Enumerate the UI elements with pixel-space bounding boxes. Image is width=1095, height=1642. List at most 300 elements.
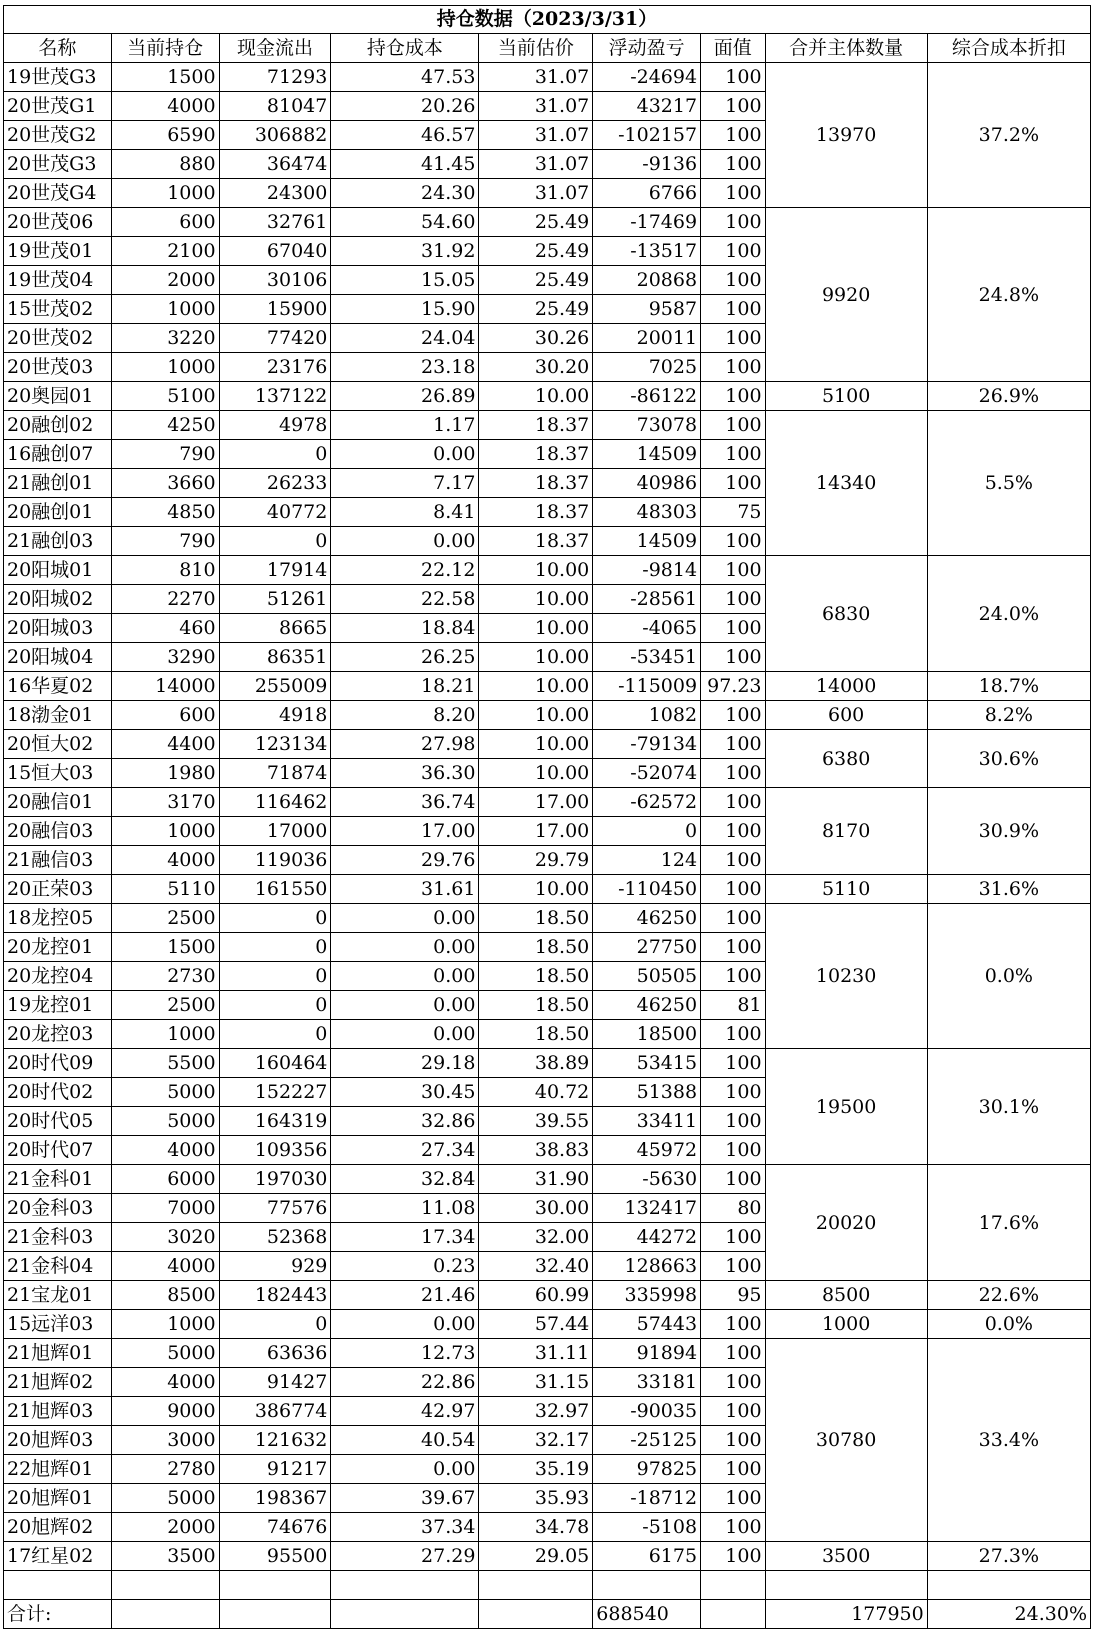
cell-cash-outflow[interactable]: 71293: [219, 63, 331, 92]
cell-face-value[interactable]: 100: [701, 817, 765, 846]
cell-name[interactable]: 20世茂G1: [4, 92, 112, 121]
cell-position-cost[interactable]: 21.46: [331, 1281, 479, 1310]
cell-position-cost[interactable]: 31.61: [331, 875, 479, 904]
cell-name[interactable]: 19世茂01: [4, 237, 112, 266]
cell-face-value[interactable]: 75: [701, 498, 765, 527]
cell-current-valuation[interactable]: 60.99: [479, 1281, 593, 1310]
cell-position-cost[interactable]: 39.67: [331, 1484, 479, 1513]
cell-current-valuation[interactable]: 10.00: [479, 730, 593, 759]
cell-floating-pnl[interactable]: 27750: [593, 933, 701, 962]
cell-name[interactable]: 21金科04: [4, 1252, 112, 1281]
cell-name[interactable]: 20恒大02: [4, 730, 112, 759]
cell-floating-pnl[interactable]: 43217: [593, 92, 701, 121]
cell-current-valuation[interactable]: 29.79: [479, 846, 593, 875]
cell-name[interactable]: 22旭辉01: [4, 1455, 112, 1484]
cell-name[interactable]: 15恒大03: [4, 759, 112, 788]
cell-cash-outflow[interactable]: 77420: [219, 324, 331, 353]
header-name[interactable]: 名称: [4, 34, 112, 63]
cell-name[interactable]: 20阳城04: [4, 643, 112, 672]
cell-floating-pnl[interactable]: 33411: [593, 1107, 701, 1136]
cell-name[interactable]: 20旭辉02: [4, 1513, 112, 1542]
cell-position-cost[interactable]: 30.45: [331, 1078, 479, 1107]
cell-name[interactable]: 20世茂03: [4, 353, 112, 382]
cell-face-value[interactable]: 100: [701, 1049, 765, 1078]
cell-position[interactable]: 3220: [111, 324, 219, 353]
table-cell[interactable]: [331, 1600, 479, 1629]
cell-position-cost[interactable]: 24.04: [331, 324, 479, 353]
cell-floating-pnl[interactable]: -110450: [593, 875, 701, 904]
cell-current-valuation[interactable]: 38.89: [479, 1049, 593, 1078]
cell-cash-outflow[interactable]: 30106: [219, 266, 331, 295]
cell-floating-pnl[interactable]: 46250: [593, 904, 701, 933]
cell-floating-pnl[interactable]: -28561: [593, 585, 701, 614]
cell-cost-discount[interactable]: 22.6%: [927, 1281, 1090, 1310]
cell-current-valuation[interactable]: 57.44: [479, 1310, 593, 1339]
cell-cash-outflow[interactable]: 74676: [219, 1513, 331, 1542]
cell-position-cost[interactable]: 26.25: [331, 643, 479, 672]
cell-cash-outflow[interactable]: 91217: [219, 1455, 331, 1484]
cell-position[interactable]: 8500: [111, 1281, 219, 1310]
cell-floating-pnl[interactable]: -17469: [593, 208, 701, 237]
cell-name[interactable]: 18龙控05: [4, 904, 112, 933]
cell-position-cost[interactable]: 24.30: [331, 179, 479, 208]
cell-name[interactable]: 20龙控04: [4, 962, 112, 991]
cell-face-value[interactable]: 100: [701, 1020, 765, 1049]
cell-cash-outflow[interactable]: 77576: [219, 1194, 331, 1223]
cell-merged-entity-qty[interactable]: 3500: [765, 1542, 927, 1571]
cell-cash-outflow[interactable]: 161550: [219, 875, 331, 904]
cell-current-valuation[interactable]: 10.00: [479, 701, 593, 730]
cell-name[interactable]: 18渤金01: [4, 701, 112, 730]
cell-floating-pnl[interactable]: 9587: [593, 295, 701, 324]
cell-position[interactable]: 7000: [111, 1194, 219, 1223]
cell-position-cost[interactable]: 8.20: [331, 701, 479, 730]
cell-face-value[interactable]: 100: [701, 121, 765, 150]
cell-position-cost[interactable]: 15.90: [331, 295, 479, 324]
cell-position[interactable]: 1000: [111, 817, 219, 846]
cell-cash-outflow[interactable]: 63636: [219, 1339, 331, 1368]
cell-name[interactable]: 21旭辉02: [4, 1368, 112, 1397]
cell-current-valuation[interactable]: 18.50: [479, 991, 593, 1020]
cell-position[interactable]: 2000: [111, 1513, 219, 1542]
cell-cash-outflow[interactable]: 4918: [219, 701, 331, 730]
cell-face-value[interactable]: 100: [701, 1368, 765, 1397]
cell-cash-outflow[interactable]: 152227: [219, 1078, 331, 1107]
cell-floating-pnl[interactable]: -18712: [593, 1484, 701, 1513]
cell-cash-outflow[interactable]: 67040: [219, 237, 331, 266]
cell-position-cost[interactable]: 36.30: [331, 759, 479, 788]
cell-position[interactable]: 1000: [111, 179, 219, 208]
cell-floating-pnl[interactable]: 124: [593, 846, 701, 875]
cell-face-value[interactable]: 100: [701, 875, 765, 904]
cell-cash-outflow[interactable]: 198367: [219, 1484, 331, 1513]
cell-cash-outflow[interactable]: 306882: [219, 121, 331, 150]
cell-current-valuation[interactable]: 10.00: [479, 643, 593, 672]
cell-position[interactable]: 3290: [111, 643, 219, 672]
cell-position[interactable]: 2270: [111, 585, 219, 614]
cell-current-valuation[interactable]: 30.20: [479, 353, 593, 382]
cell-cash-outflow[interactable]: 32761: [219, 208, 331, 237]
cell-current-valuation[interactable]: 17.00: [479, 788, 593, 817]
header-floating-pnl[interactable]: 浮动盈亏: [593, 34, 701, 63]
cell-floating-pnl[interactable]: 40986: [593, 469, 701, 498]
cell-cash-outflow[interactable]: 51261: [219, 585, 331, 614]
cell-floating-pnl[interactable]: 20011: [593, 324, 701, 353]
cell-current-valuation[interactable]: 31.90: [479, 1165, 593, 1194]
cell-current-valuation[interactable]: 32.97: [479, 1397, 593, 1426]
cell-position-cost[interactable]: 12.73: [331, 1339, 479, 1368]
cell-position[interactable]: 880: [111, 150, 219, 179]
cell-current-valuation[interactable]: 31.11: [479, 1339, 593, 1368]
cell-name[interactable]: 20时代05: [4, 1107, 112, 1136]
cell-position-cost[interactable]: 18.84: [331, 614, 479, 643]
cell-face-value[interactable]: 100: [701, 643, 765, 672]
cell-current-valuation[interactable]: 18.37: [479, 440, 593, 469]
cell-cash-outflow[interactable]: 26233: [219, 469, 331, 498]
cell-cost-discount[interactable]: 30.6%: [927, 730, 1090, 788]
cell-current-valuation[interactable]: 31.07: [479, 92, 593, 121]
total-discount[interactable]: 24.30%: [927, 1600, 1090, 1629]
table-cell[interactable]: [219, 1600, 331, 1629]
cell-current-valuation[interactable]: 31.07: [479, 150, 593, 179]
cell-position-cost[interactable]: 27.98: [331, 730, 479, 759]
cell-merged-entity-qty[interactable]: 30780: [765, 1339, 927, 1542]
cell-cash-outflow[interactable]: 121632: [219, 1426, 331, 1455]
cell-face-value[interactable]: 100: [701, 1426, 765, 1455]
cell-face-value[interactable]: 100: [701, 382, 765, 411]
cell-current-valuation[interactable]: 35.19: [479, 1455, 593, 1484]
cell-cash-outflow[interactable]: 81047: [219, 92, 331, 121]
cell-face-value[interactable]: 100: [701, 527, 765, 556]
cell-current-valuation[interactable]: 10.00: [479, 585, 593, 614]
cell-position-cost[interactable]: 0.00: [331, 527, 479, 556]
cell-cash-outflow[interactable]: 71874: [219, 759, 331, 788]
cell-face-value[interactable]: 81: [701, 991, 765, 1020]
cell-merged-entity-qty[interactable]: 14340: [765, 411, 927, 556]
cell-face-value[interactable]: 100: [701, 324, 765, 353]
cell-cash-outflow[interactable]: 91427: [219, 1368, 331, 1397]
cell-floating-pnl[interactable]: 20868: [593, 266, 701, 295]
cell-name[interactable]: 21金科03: [4, 1223, 112, 1252]
cell-floating-pnl[interactable]: 53415: [593, 1049, 701, 1078]
cell-face-value[interactable]: 100: [701, 266, 765, 295]
cell-current-valuation[interactable]: 18.50: [479, 933, 593, 962]
cell-current-valuation[interactable]: 31.07: [479, 179, 593, 208]
table-cell[interactable]: [701, 1571, 765, 1600]
cell-cost-discount[interactable]: 5.5%: [927, 411, 1090, 556]
table-cell[interactable]: [765, 1571, 927, 1600]
cell-position-cost[interactable]: 37.34: [331, 1513, 479, 1542]
cell-position[interactable]: 1000: [111, 1310, 219, 1339]
cell-cash-outflow[interactable]: 17914: [219, 556, 331, 585]
cell-position-cost[interactable]: 8.41: [331, 498, 479, 527]
cell-current-valuation[interactable]: 38.83: [479, 1136, 593, 1165]
cell-cost-discount[interactable]: 8.2%: [927, 701, 1090, 730]
cell-cash-outflow[interactable]: 24300: [219, 179, 331, 208]
cell-position-cost[interactable]: 23.18: [331, 353, 479, 382]
cell-position-cost[interactable]: 40.54: [331, 1426, 479, 1455]
cell-position-cost[interactable]: 17.00: [331, 817, 479, 846]
cell-face-value[interactable]: 100: [701, 846, 765, 875]
cell-position[interactable]: 2100: [111, 237, 219, 266]
cell-floating-pnl[interactable]: -24694: [593, 63, 701, 92]
cell-position[interactable]: 14000: [111, 672, 219, 701]
cell-current-valuation[interactable]: 18.50: [479, 904, 593, 933]
cell-merged-entity-qty[interactable]: 1000: [765, 1310, 927, 1339]
header-face-value[interactable]: 面值: [701, 34, 765, 63]
table-cell[interactable]: [479, 1600, 593, 1629]
cell-floating-pnl[interactable]: -9814: [593, 556, 701, 585]
cell-current-valuation[interactable]: 17.00: [479, 817, 593, 846]
header-current-valuation[interactable]: 当前估价: [479, 34, 593, 63]
cell-position[interactable]: 5100: [111, 382, 219, 411]
cell-name[interactable]: 20融信03: [4, 817, 112, 846]
cell-current-valuation[interactable]: 10.00: [479, 875, 593, 904]
cell-current-valuation[interactable]: 39.55: [479, 1107, 593, 1136]
cell-current-valuation[interactable]: 10.00: [479, 382, 593, 411]
cell-position[interactable]: 1500: [111, 63, 219, 92]
cell-cash-outflow[interactable]: 15900: [219, 295, 331, 324]
cell-position[interactable]: 3500: [111, 1542, 219, 1571]
cell-position-cost[interactable]: 42.97: [331, 1397, 479, 1426]
cell-current-valuation[interactable]: 18.37: [479, 527, 593, 556]
cell-floating-pnl[interactable]: 44272: [593, 1223, 701, 1252]
cell-cash-outflow[interactable]: 52368: [219, 1223, 331, 1252]
cell-floating-pnl[interactable]: -79134: [593, 730, 701, 759]
cell-floating-pnl[interactable]: 50505: [593, 962, 701, 991]
cell-face-value[interactable]: 100: [701, 440, 765, 469]
cell-current-valuation[interactable]: 30.00: [479, 1194, 593, 1223]
cell-face-value[interactable]: 100: [701, 614, 765, 643]
cell-floating-pnl[interactable]: 73078: [593, 411, 701, 440]
cell-merged-entity-qty[interactable]: 14000: [765, 672, 927, 701]
cell-position[interactable]: 5110: [111, 875, 219, 904]
cell-position[interactable]: 2780: [111, 1455, 219, 1484]
cell-position[interactable]: 4000: [111, 846, 219, 875]
cell-position[interactable]: 2500: [111, 991, 219, 1020]
cell-cash-outflow[interactable]: 0: [219, 1020, 331, 1049]
cell-position-cost[interactable]: 17.34: [331, 1223, 479, 1252]
cell-position[interactable]: 1000: [111, 295, 219, 324]
cell-name[interactable]: 16融创07: [4, 440, 112, 469]
cell-cash-outflow[interactable]: 116462: [219, 788, 331, 817]
cell-position[interactable]: 460: [111, 614, 219, 643]
cell-name[interactable]: 17红星02: [4, 1542, 112, 1571]
cell-name[interactable]: 20金科03: [4, 1194, 112, 1223]
cell-cash-outflow[interactable]: 8665: [219, 614, 331, 643]
cell-name[interactable]: 20奥园01: [4, 382, 112, 411]
cell-position-cost[interactable]: 11.08: [331, 1194, 479, 1223]
cell-face-value[interactable]: 100: [701, 1542, 765, 1571]
cell-floating-pnl[interactable]: 57443: [593, 1310, 701, 1339]
cell-face-value[interactable]: 100: [701, 1339, 765, 1368]
cell-floating-pnl[interactable]: -25125: [593, 1426, 701, 1455]
cell-name[interactable]: 20正荣03: [4, 875, 112, 904]
cell-floating-pnl[interactable]: 45972: [593, 1136, 701, 1165]
header-position[interactable]: 当前持仓: [111, 34, 219, 63]
cell-current-valuation[interactable]: 29.05: [479, 1542, 593, 1571]
cell-face-value[interactable]: 100: [701, 237, 765, 266]
cell-position[interactable]: 4000: [111, 1368, 219, 1397]
table-cell[interactable]: [331, 1571, 479, 1600]
cell-floating-pnl[interactable]: 1082: [593, 701, 701, 730]
cell-face-value[interactable]: 100: [701, 904, 765, 933]
table-cell[interactable]: [927, 1571, 1090, 1600]
cell-name[interactable]: 20阳城03: [4, 614, 112, 643]
cell-current-valuation[interactable]: 34.78: [479, 1513, 593, 1542]
cell-position[interactable]: 600: [111, 701, 219, 730]
cell-current-valuation[interactable]: 31.15: [479, 1368, 593, 1397]
cell-cash-outflow[interactable]: 0: [219, 527, 331, 556]
cell-position-cost[interactable]: 0.23: [331, 1252, 479, 1281]
cell-face-value[interactable]: 100: [701, 63, 765, 92]
cell-floating-pnl[interactable]: 46250: [593, 991, 701, 1020]
cell-cost-discount[interactable]: 0.0%: [927, 904, 1090, 1049]
cell-position[interactable]: 4000: [111, 1136, 219, 1165]
cell-position[interactable]: 4850: [111, 498, 219, 527]
cell-face-value[interactable]: 100: [701, 788, 765, 817]
cell-current-valuation[interactable]: 25.49: [479, 208, 593, 237]
cell-position[interactable]: 1980: [111, 759, 219, 788]
cell-name[interactable]: 20世茂02: [4, 324, 112, 353]
cell-floating-pnl[interactable]: 6766: [593, 179, 701, 208]
cell-face-value[interactable]: 100: [701, 556, 765, 585]
cell-position[interactable]: 2000: [111, 266, 219, 295]
cell-position-cost[interactable]: 27.34: [331, 1136, 479, 1165]
total-pnl[interactable]: 688540: [593, 1600, 701, 1629]
cell-current-valuation[interactable]: 31.07: [479, 63, 593, 92]
cell-current-valuation[interactable]: 32.00: [479, 1223, 593, 1252]
cell-position[interactable]: 4250: [111, 411, 219, 440]
cell-cost-discount[interactable]: 27.3%: [927, 1542, 1090, 1571]
cell-position-cost[interactable]: 22.86: [331, 1368, 479, 1397]
cell-cash-outflow[interactable]: 86351: [219, 643, 331, 672]
header-merged-entity-qty[interactable]: 合并主体数量: [765, 34, 927, 63]
cell-position-cost[interactable]: 0.00: [331, 1455, 479, 1484]
cell-position-cost[interactable]: 22.58: [331, 585, 479, 614]
cell-position[interactable]: 810: [111, 556, 219, 585]
header-cash-outflow[interactable]: 现金流出: [219, 34, 331, 63]
cell-name[interactable]: 15世茂02: [4, 295, 112, 324]
cell-position[interactable]: 1000: [111, 1020, 219, 1049]
cell-name[interactable]: 20世茂G3: [4, 150, 112, 179]
cell-cash-outflow[interactable]: 182443: [219, 1281, 331, 1310]
cell-merged-entity-qty[interactable]: 19500: [765, 1049, 927, 1165]
table-cell[interactable]: [479, 1571, 593, 1600]
table-cell[interactable]: [4, 1571, 112, 1600]
header-cost-discount[interactable]: 综合成本折扣: [927, 34, 1090, 63]
cell-position[interactable]: 600: [111, 208, 219, 237]
cell-cost-discount[interactable]: 31.6%: [927, 875, 1090, 904]
cell-position-cost[interactable]: 54.60: [331, 208, 479, 237]
cell-position[interactable]: 9000: [111, 1397, 219, 1426]
cell-cash-outflow[interactable]: 119036: [219, 846, 331, 875]
cell-merged-entity-qty[interactable]: 8170: [765, 788, 927, 875]
cell-position-cost[interactable]: 18.21: [331, 672, 479, 701]
cell-name[interactable]: 21旭辉03: [4, 1397, 112, 1426]
cell-cost-discount[interactable]: 0.0%: [927, 1310, 1090, 1339]
cell-face-value[interactable]: 100: [701, 1223, 765, 1252]
cell-position[interactable]: 3660: [111, 469, 219, 498]
cell-cash-outflow[interactable]: 4978: [219, 411, 331, 440]
cell-merged-entity-qty[interactable]: 5110: [765, 875, 927, 904]
cell-cash-outflow[interactable]: 36474: [219, 150, 331, 179]
cell-merged-entity-qty[interactable]: 8500: [765, 1281, 927, 1310]
cell-position-cost[interactable]: 0.00: [331, 1310, 479, 1339]
cell-current-valuation[interactable]: 18.37: [479, 498, 593, 527]
cell-position-cost[interactable]: 46.57: [331, 121, 479, 150]
cell-floating-pnl[interactable]: 6175: [593, 1542, 701, 1571]
cell-floating-pnl[interactable]: 7025: [593, 353, 701, 382]
cell-position[interactable]: 5000: [111, 1339, 219, 1368]
cell-position-cost[interactable]: 29.76: [331, 846, 479, 875]
cell-name[interactable]: 20时代09: [4, 1049, 112, 1078]
cell-face-value[interactable]: 100: [701, 759, 765, 788]
cell-face-value[interactable]: 100: [701, 1397, 765, 1426]
cell-merged-entity-qty[interactable]: 6380: [765, 730, 927, 788]
cell-cost-discount[interactable]: 18.7%: [927, 672, 1090, 701]
cell-position[interactable]: 1000: [111, 353, 219, 382]
total-merged-qty[interactable]: 177950: [765, 1600, 927, 1629]
cell-current-valuation[interactable]: 18.50: [479, 962, 593, 991]
cell-face-value[interactable]: 100: [701, 730, 765, 759]
cell-floating-pnl[interactable]: 51388: [593, 1078, 701, 1107]
cell-position[interactable]: 790: [111, 527, 219, 556]
cell-merged-entity-qty[interactable]: 13970: [765, 63, 927, 208]
cell-name[interactable]: 15远洋03: [4, 1310, 112, 1339]
cell-position[interactable]: 2730: [111, 962, 219, 991]
cell-cash-outflow[interactable]: 137122: [219, 382, 331, 411]
cell-cost-discount[interactable]: 24.0%: [927, 556, 1090, 672]
cell-position-cost[interactable]: 1.17: [331, 411, 479, 440]
cell-position-cost[interactable]: 36.74: [331, 788, 479, 817]
cell-face-value[interactable]: 100: [701, 701, 765, 730]
cell-face-value[interactable]: 100: [701, 1513, 765, 1542]
cell-face-value[interactable]: 100: [701, 1107, 765, 1136]
cell-floating-pnl[interactable]: -90035: [593, 1397, 701, 1426]
cell-name[interactable]: 19世茂04: [4, 266, 112, 295]
cell-cash-outflow[interactable]: 95500: [219, 1542, 331, 1571]
cell-name[interactable]: 19世茂G3: [4, 63, 112, 92]
cell-cost-discount[interactable]: 17.6%: [927, 1165, 1090, 1281]
cell-current-valuation[interactable]: 25.49: [479, 295, 593, 324]
cell-position[interactable]: 3000: [111, 1426, 219, 1455]
cell-current-valuation[interactable]: 25.49: [479, 237, 593, 266]
cell-current-valuation[interactable]: 40.72: [479, 1078, 593, 1107]
cell-face-value[interactable]: 100: [701, 1455, 765, 1484]
cell-name[interactable]: 20世茂G2: [4, 121, 112, 150]
cell-name[interactable]: 21旭辉01: [4, 1339, 112, 1368]
cell-current-valuation[interactable]: 18.50: [479, 1020, 593, 1049]
cell-position[interactable]: 6590: [111, 121, 219, 150]
cell-name[interactable]: 20融创02: [4, 411, 112, 440]
cell-current-valuation[interactable]: 18.37: [479, 469, 593, 498]
table-cell[interactable]: [219, 1571, 331, 1600]
cell-merged-entity-qty[interactable]: 9920: [765, 208, 927, 382]
cell-face-value[interactable]: 100: [701, 1136, 765, 1165]
cell-position-cost[interactable]: 0.00: [331, 991, 479, 1020]
cell-floating-pnl[interactable]: 14509: [593, 440, 701, 469]
cell-cost-discount[interactable]: 33.4%: [927, 1339, 1090, 1542]
cell-position-cost[interactable]: 32.84: [331, 1165, 479, 1194]
cell-name[interactable]: 19龙控01: [4, 991, 112, 1020]
cell-name[interactable]: 20旭辉01: [4, 1484, 112, 1513]
cell-cash-outflow[interactable]: 160464: [219, 1049, 331, 1078]
cell-face-value[interactable]: 100: [701, 1310, 765, 1339]
cell-floating-pnl[interactable]: 128663: [593, 1252, 701, 1281]
cell-position-cost[interactable]: 22.12: [331, 556, 479, 585]
cell-face-value[interactable]: 100: [701, 150, 765, 179]
